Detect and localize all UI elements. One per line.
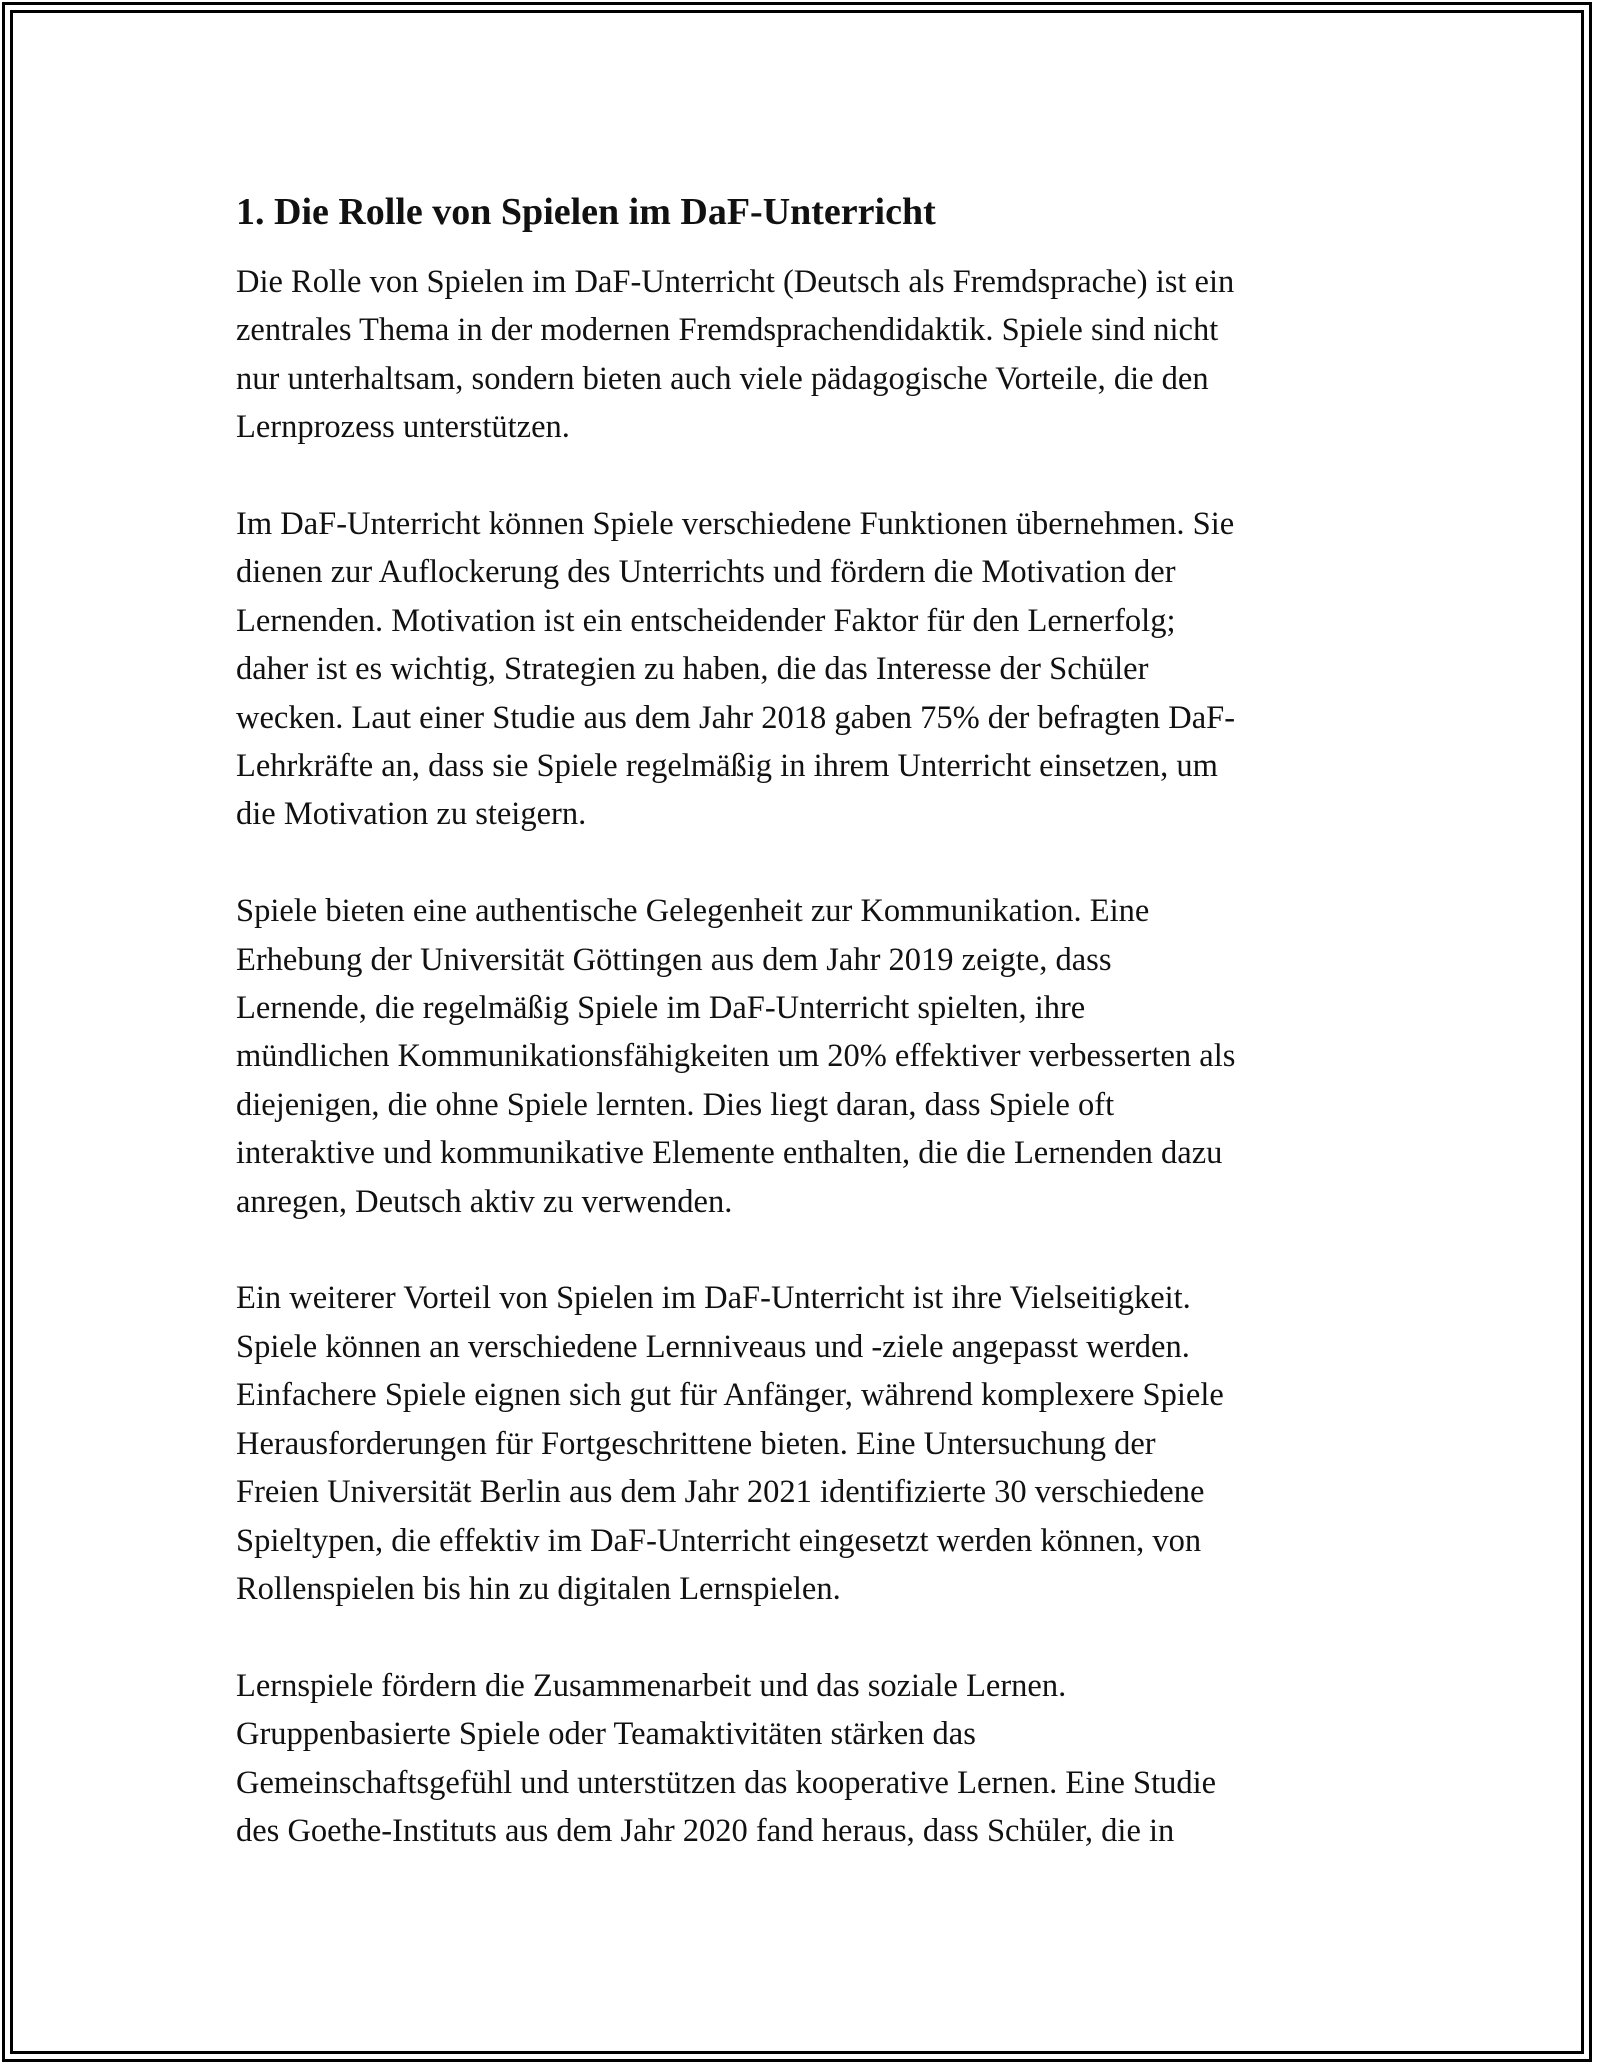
- paragraph-list: [236, 258, 1376, 1855]
- text-line: nur unterhaltsam, sondern bieten auch viele pädagogische Vorteile, die den: [236, 360, 1209, 397]
- text-line: mündlichen Kommunikationsfähigkeiten um 20% effektiver verbesserten als: [236, 1038, 1236, 1075]
- section-heading: 1. Die Rolle von Spielen im DaF-Unterricht: [236, 191, 936, 233]
- text-line: Spieltypen, die effektiv im DaF-Unterricht eingesetzt werden können, von: [236, 1522, 1202, 1559]
- text-line: Gemeinschaftsgefühl und unterstützen das kooperative Lernen. Eine Studie: [236, 1764, 1217, 1801]
- paragraph: [236, 1274, 1376, 1613]
- text-line: Gruppenbasierte Spiele oder Teamaktivitäten stärken das: [236, 1716, 976, 1753]
- text-line: Lernprozess unterstützen.: [236, 409, 570, 446]
- paragraph: [236, 1662, 1376, 1856]
- text-line: Lernenden. Motivation ist ein entscheidender Faktor für den Lernerfolg;: [236, 602, 1176, 639]
- text-line: daher ist es wichtig, Strategien zu haben, die das Interesse der Schüler: [236, 651, 1149, 688]
- text-line: Spiele bieten eine authentische Gelegenheit zur Kommunikation. Eine: [236, 893, 1150, 930]
- text-line: Lernspiele fördern die Zusammenarbeit und das soziale Lernen.: [236, 1667, 1067, 1704]
- text-line: Lehrkräfte an, dass sie Spiele regelmäßig in ihrem Unterricht einsetzen, um: [236, 748, 1218, 785]
- text-line: interaktive und kommunikative Elemente enthalten, die die Lernenden dazu: [236, 1135, 1223, 1172]
- text-line: die Motivation zu steigern.: [236, 796, 587, 833]
- text-line: Herausforderungen für Fortgeschrittene bieten. Eine Untersuchung der: [236, 1425, 1156, 1462]
- text-line: wecken. Laut einer Studie aus dem Jahr 2018 gaben 75% der befragten DaF-: [236, 699, 1236, 736]
- text-line: zentrales Thema in der modernen Fremdsprachendidaktik. Spiele sind nicht: [236, 312, 1219, 349]
- paragraph: [236, 258, 1376, 452]
- text-line: Spiele können an verschiedene Lernniveaus und -ziele angepasst werden.: [236, 1328, 1190, 1365]
- document-body: [236, 186, 1376, 1904]
- paragraph: [236, 887, 1376, 1226]
- text-line: anregen, Deutsch aktiv zu verwenden.: [236, 1183, 733, 1220]
- text-line: Rollenspielen bis hin zu digitalen Lernspielen.: [236, 1570, 841, 1607]
- text-line: Einfachere Spiele eignen sich gut für Anfänger, während komplexere Spiele: [236, 1377, 1224, 1414]
- text-line: Ein weiterer Vorteil von Spielen im DaF-Unterricht ist ihre Vielseitigkeit.: [236, 1280, 1191, 1317]
- text-line: des Goethe-Instituts aus dem Jahr 2020 fand heraus, dass Schüler, die in: [236, 1812, 1175, 1849]
- paragraph: [236, 500, 1376, 839]
- text-line: Erhebung der Universität Göttingen aus dem Jahr 2019 zeigte, dass: [236, 941, 1112, 978]
- text-line: dienen zur Auflockerung des Unterrichts und fördern die Motivation der: [236, 554, 1176, 591]
- text-line: Die Rolle von Spielen im DaF-Unterricht (Deutsch als Fremdsprache) ist ein: [236, 264, 1235, 300]
- text-line: Lernende, die regelmäßig Spiele im DaF-Unterricht spielten, ihre: [236, 990, 1086, 1027]
- text-line: Freien Universität Berlin aus dem Jahr 2021 identifizierte 30 verschiedene: [236, 1474, 1205, 1511]
- text-line: Im DaF-Unterricht können Spiele verschiedene Funktionen übernehmen. Sie: [236, 506, 1235, 543]
- text-line: diejenigen, die ohne Spiele lernten. Dies liegt daran, dass Spiele oft: [236, 1086, 1115, 1123]
